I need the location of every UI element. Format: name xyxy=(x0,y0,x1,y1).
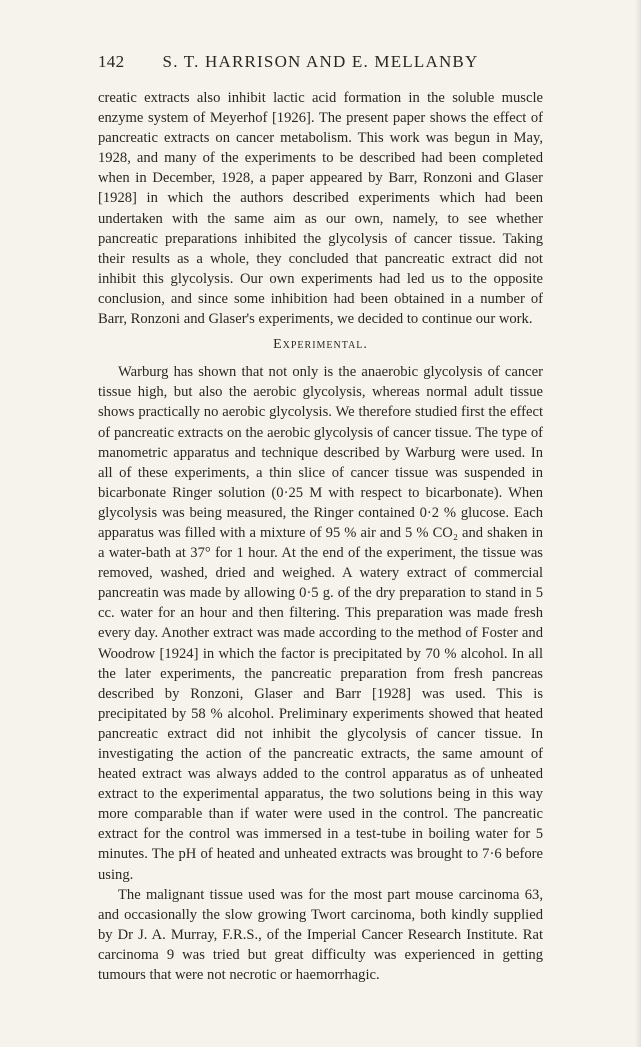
running-head xyxy=(98,52,543,76)
page-number: 142 xyxy=(98,52,125,71)
running-title: S. T. HARRISON AND E. MELLANBY xyxy=(162,52,479,71)
paragraph-intro: creatic extracts also inhibit lactic acid formation in the soluble muscle enzyme system of Meyerhof [1926]. The present paper shows the effect of pancreatic extracts on cancer metabolism. This work was begun in May, 1928, and many of the experiments to be described had been completed when in December, 1928, a paper appeared by Barr, Ronzoni and Glaser [1928] in which the authors described experiments which had been undertaken with the same aim as our own, namely, to see whether pancreatic preparations inhibited the glycolysis of cancer tissue. Taking their results as a whole, they concluded that pancreatic extract did not inhibit this glycolysis. Our own experiments had led us to the opposite conclusion, and since some inhibition had been obtained in a number of Barr, Ronzoni and Glaser's experiments, we decided to continue our work. xyxy=(98,90,543,328)
section-heading: Experimental. xyxy=(273,337,368,353)
paragraph-methods: Warburg has shown that not only is the anaerobic glycolysis of cancer tissue high, but also the aerobic glycolysis, whereas normal adult tissue shows practically no aerobic glycolysis. We therefore studied first the effect of pancreatic extracts on the aerobic glycolysis of cancer tissue. The type of manometric apparatus and technique described by Warburg were used. In all of these experiments, a thin slice of cancer tissue was suspended in bicarbonate Ringer solution (0·25 M with respect to bicarbonate). When glycolysis was being measured, the Ringer contained 0·2 % glucose. Each apparatus was filled with a mixture of 95 % air and 5 % CO₂ and shaken in a water-bath at 37° for 1 hour. At the end of the experiment, the tissue was removed, washed, dried and weighed. A watery extract of commercial pancreatin was made by allowing 0·5 g. of the dry preparation to stand in 5 cc. water for an hour and then filtering. This preparation was made fresh every day. Another extract was made according to the method of Foster and Woodrow [1924] in which the factor is precipitated by 70 % alcohol. In all the later experiments, the pancreatic preparation from fresh pancreas described by Ronzoni, Glaser and Barr [1928] was used. This is precipitated by 58 % alcohol. Preliminary experiments showed that heated pancreatic extract did not inhibit the glycolysis of cancer tissue. In investigating the action of the pancreatic extracts, the same amount of heated extract was always added to the control apparatus as of unheated extract to the experimental apparatus, the two solutions being in this way more comparable than if water were used in the control. The pancreatic extract for the control was immersed in a test-tube in boiling water for 5 minutes. The pH of heated and unheated extracts was brought to 7·6 before using. xyxy=(98,364,543,883)
paragraph-tissue: The malignant tissue used was for the most part mouse carcinoma 63, and occasionally the slow growing Twort carcinoma, both kindly supplied by Dr J. A. Murray, F.R.S., of the Imperial Cancer Research Institute. Rat carcinoma 9 was tried but great difficulty was experienced in getting tumours that were not necrotic or haemorrhagic. xyxy=(98,886,543,984)
body-text xyxy=(98,88,543,985)
page-edge-shadow xyxy=(635,0,641,1047)
